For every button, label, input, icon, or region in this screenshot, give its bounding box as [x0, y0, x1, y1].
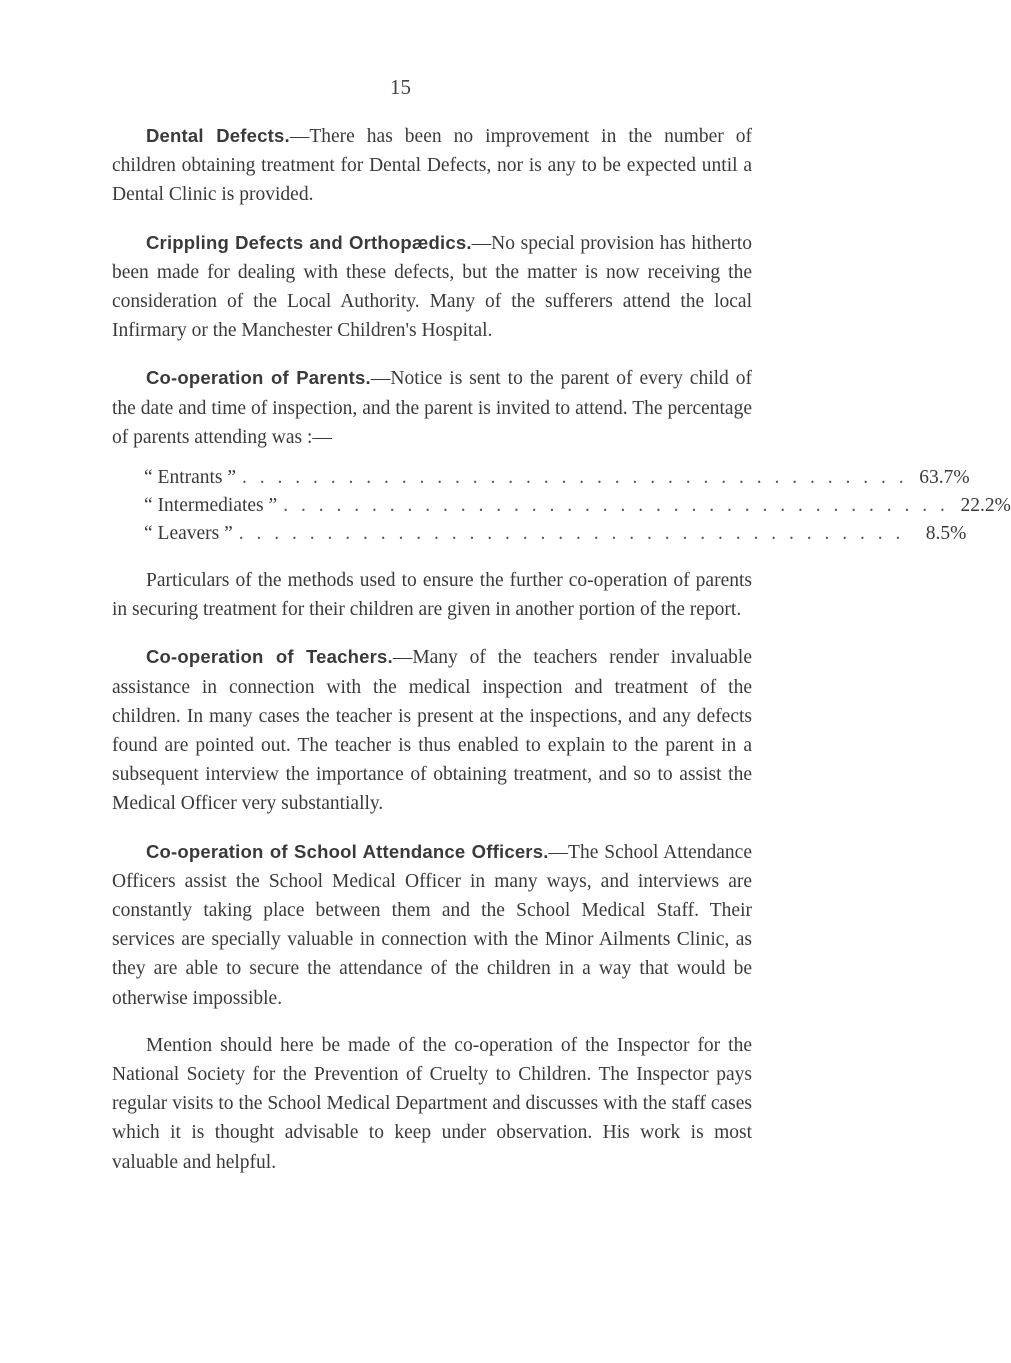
dental-defects-heading: Dental Defects.: [146, 125, 290, 146]
rate-row-leavers: [112, 520, 967, 548]
rate-label: “ Leavers ”: [144, 523, 233, 545]
rate-value: 22.2%: [960, 495, 1011, 517]
parents-cooperation-paragraph: [112, 363, 752, 452]
rate-row-intermediates: [112, 492, 1011, 520]
dental-defects-text: —There has been no improvement in the number of children obtaining treatment for Dental Defects, nor is any to be expected until a Dental Clinic is provided.: [112, 126, 753, 206]
attendance-officers-text: —The School Attendance Officers assist the School Medical Officer in many ways, and interviews are constantly taking place between them and the School Medical Staff. Their services are specially valuable in connection with the Minor Ailments Clinic, as they are able to secure the attendance of the children in a way that would be otherwise impossible.: [112, 841, 752, 1009]
teachers-cooperation-heading: Co-operation of Teachers.: [146, 646, 393, 668]
attendance-rates-list: [112, 464, 1011, 548]
dot-leader: . . . . . . . . . . . . . . . . . . . . . . . . . . . . . . . . . . . . . .: [242, 467, 908, 489]
crippling-defects-text: —No special provision has hitherto been made for dealing with these defects, but the matter is now receiving the consideration of the Local Authority. Many of the sufferers attend the local Infirmary or the Manchester Children's Hospital.: [112, 232, 752, 342]
teachers-cooperation-text: —Many of the teachers render invaluable assistance in connection with the medical inspection and treatment of the children. In many cases the teacher is present at the inspections, and any defects found are pointed out. The teacher is thus enabled to explain to the parent in a subsequent interview the importance of obtaining treatment, and so to assist the Medical Officer very substantially.: [112, 647, 752, 815]
rate-value: 8.5%: [925, 523, 967, 545]
page-number: 15: [390, 75, 411, 99]
nspcc-paragraph: Mention should here be made of the co-operation of the Inspector for the National Society for the Prevention of Cruelty to Children. The Inspector pays regular visits to the School Medical Department and discusses with the staff cases which it is thought advisable to keep under observation. His work is most valuable and helpful.: [112, 1034, 752, 1173]
attendance-officers-heading: Co-operation of School Attendance Officers.: [146, 840, 549, 862]
parents-cooperation-text: —Notice is sent to the parent of every child of the date and time of inspection, and the parent is invited to attend. The percentage of parents attending was :—: [112, 368, 753, 448]
parents-followup-paragraph: Particulars of the methods used to ensure the further co-operation of parents in securing treatment for their children are given in another portion of the report.: [112, 570, 752, 621]
rate-label: “ Entrants ”: [144, 467, 237, 489]
document-body: [112, 121, 1011, 1195]
rate-label: “ Intermediates ”: [144, 495, 278, 517]
attendance-officers-paragraph: [112, 837, 752, 1013]
dot-leader: . . . . . . . . . . . . . . . . . . . . . . . . . . . . . . . . . . . . . .: [283, 495, 949, 517]
rate-row-entrants: [112, 464, 970, 492]
crippling-defects-heading: Crippling Defects and Orthopædics.: [146, 231, 472, 253]
parents-cooperation-heading: Co-operation of Parents.: [146, 367, 371, 389]
crippling-defects-paragraph: [112, 228, 752, 346]
dental-defects-paragraph: [112, 121, 752, 210]
dot-leader: . . . . . . . . . . . . . . . . . . . . . . . . . . . . . . . . . . . . . .: [238, 523, 905, 545]
rate-value: 63.7%: [919, 467, 970, 489]
teachers-cooperation-paragraph: [112, 642, 752, 818]
